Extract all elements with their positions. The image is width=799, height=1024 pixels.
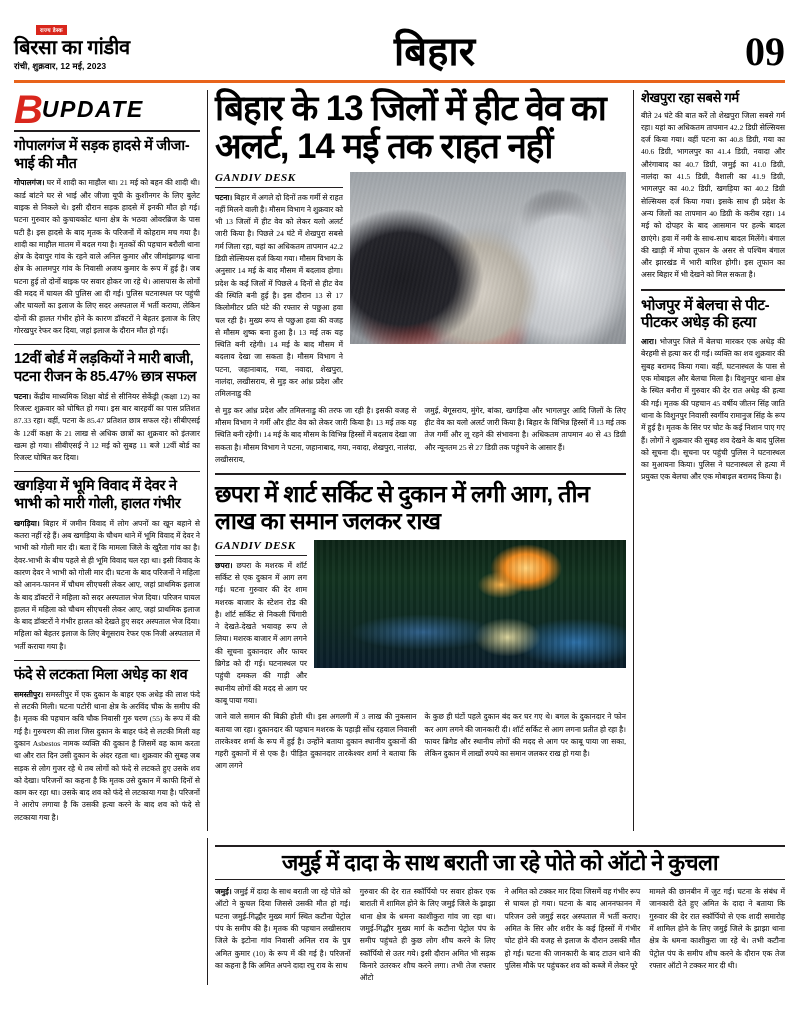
second-story [215, 473, 626, 773]
article-body [14, 518, 200, 653]
body-text: घर में शादी का माहौल था। 21 मई को बहन की शादी थी। कार्ड बांटने घर से भाई और जीजा यूपी के कुशीनगर के लिए बुलेट बाइक से निकले थे। इसी दौरान सड़क हादसे में इनकी मौत हो गई। घटना गुरुवार को कुचायकोट थाना क्षेत्र के भठवा ओवरब्रिज के पास घटी है। इस हादसे के बाद मृतक के परिजनों में कोहराम मच गया है। शादी का माहौल मातम में बदल गया है। मृतकों की पहचान बरौली थाना क्षेत्र के देवापुर गांव के रहने वाले अनिल कुमार और जीमांझागढ़ थाना क्षेत्र के आलमपुर गांव के निवासी अजय कुमार के रूप में हुई है। जब घटना हुई तो दोनों बाइक पर सवार होकर जा रहे थे। आसपास के लोगों की मदद में घायल की पुलिस आ दी गई। पुलिस घटनास्थल पर पहुंची और घायलों का इलाज के लिए सदर अस्पताल में भर्ती कराया, लेकिन दोनों की हालत गंभीर होने के कारण डॉक्टरों ने बेहतर इलाज के लिए गोरखपुर रेफर कर दिया, जहां इलाज के दौरान मौत हो गई। [14, 178, 200, 335]
page-number: 09 [745, 29, 785, 74]
article-headline: शेखपुरा रहा सबसे गर्म [641, 90, 739, 105]
lead-text-column [215, 172, 343, 401]
body-text: बिहार में जमीन विवाद में लोग अपनों का खून बहाने से कतरा नहीं रहे हैं। अब खगड़िया के चौथम थाने में भूमि विवाद में देवर ने भाभी को गोली मार दी। बता दें कि मामला जिले के खुरैता गांव का है। देवर-भाभी के बीच पहले से ही भूमि विवाद चल रहा था। इसी विवाद के कारण देवर ने भाभी को गोली मार दी। घटना के बाद परिजनों ने महिला को आनन-फानन में चौथम सीएचसी लेकर आए, जहां प्राथमिक इलाज के बाद डॉक्टरों ने महिला को सदर अस्पताल भेज दिया। परिजन घायल हालत में महिला को चौथम सीएचसी लेकर आए, जहां प्राथमिक इलाज के बाद डॉक्टरों ने गंभीर हालत को देखते हुए सदर अस्पताल भेज दिया। महिला को बेहतर इलाज के लिए बेगूसराय रेफर एक निजी अस्पताल में भर्ती कराया गया है। [14, 518, 200, 651]
left-column [14, 87, 207, 831]
banner-col-4: मामले की छानबीन में जुट गई। घटना के संबंध में जानकारी देते हुए अमित के दादा ने बताया कि गुरुवार की देर रात स्कॉर्पियो से एक शादी समारोह में शामिल होने के लिए जमुई जिले के झाझा थाना क्षेत्र के धमना काशीकुरा जा रहे थे। तभी कटौना पेट्रोल पंप के समीप शौच करने के दौरान एक तेज रफ्तार ऑटो ने टक्कर मार दी थी। [649, 887, 785, 970]
article-cbse-result [14, 344, 200, 464]
masthead [14, 10, 785, 74]
article-body [14, 391, 200, 465]
article-body [14, 177, 200, 337]
body-text: बिहार में अगले दो दिनों तक गर्मी से राहत नहीं मिलने वाली है। मौसम विभाग ने शुक्रवार को भी 13 जिलों में हीट वेव को लेकर यलो अलर्ट जारी किया है। पिछले 24 घंटे में शेखपुरा सबसे गर्म जिला रहा, यहां का अधिकतम तापमान 42.2 डिग्री सेल्सियस दर्ज किया गया। मौसम विभाग के अनुसार 14 मई के बाद मौसम में बदलाव होगा। प्रदेश के कई जिलों में पिछले 4 दिनों से हीट वेव की स्थिति बनी हुई है। इस दौरान 13 से 17 किलोमीटर प्रति घंटे की रफ्तार से पछुआ हवा चल रही है। मुख्य रूप से पछुआ हवा की वजह से मौसम शुष्क बना हुआ है। 13 मई तक यह स्थिति बनी रहेगी। 14 मई के बाद मौसम में बदलाव देखा जा सकता है। मौसम विभाग ने पटना, जहानाबाद, गया, नवादा, शेखपुरा, नालंदा, लखीसराय, से मुड़ कर आंध्र प्रदेश और तमिलनाडु की [215, 192, 343, 399]
lead-headline: बिहार के 13 जिलों में हीट वेव का अलर्ट, 14 मई तक राहत नहीं [215, 89, 606, 166]
second-text-column [215, 540, 307, 708]
page-title: बिहार [393, 29, 476, 74]
dateline: जमुई। [215, 887, 232, 897]
center-column [207, 90, 633, 831]
body-text: भोजपुर जिले में बेलचा मारकर एक अधेड़ की बेरहमी से हत्या कर दी गई। व्यक्ति का शव शुक्रवार की सुबह बरामद किया गया। वहीं, घटनास्थल के पास से एक मोबाइल और बेलचा मिला है। विशुनपुर थाना क्षेत्र के स्थित बनौरा में गुरुवार की देर रात अधेड़ की हत्या की गई। मृतक की पहचान 45 वर्षीय जीतन सिंह जाति थाना के विशुनपुर निवासी स्वर्गीय रामानुज सिंह के रूप में हुई है। मृतक के सिर पर चोट के कई निशान पाए गए हैं। लोगों ने शुक्रवार की सुबह शव देखने के बाद पुलिस को सूचना दी। सूचना पर पहुंची पुलिस ने घटनास्थल का मुआयना किया। पुलिस ने घटनास्थल से हत्या में प्रयुक्त एक बेलचा और एक मोबाइल बरामद किया है। [641, 337, 785, 482]
dateline: आरा। [641, 337, 657, 347]
second-headline: छपरा में शार्ट सर्किट से दुकान में लगी आग, तीन लाख का समान जलकर राख [215, 481, 590, 534]
dateline: छपरा। [215, 560, 233, 570]
lead-continuation-left: से मुड़ कर आंध्र प्रदेश और तमिलनाडु की तरफ जा रही है। इसकी वजह से मौसम विभाग ने गर्मी और हीट वेव को लेकर जारी किया है। 13 मई तक यह स्थिति बनी रहेगी। 14 मई के बाद मौसम के विभिन्न हिस्सों में बदलाव देखा जा सकता है। मौसम विभाग ने पटना, जहानाबाद, गया, नवादा, शेखपुरा, नालंदा, लखीसराय, [215, 405, 417, 464]
second-continuation [215, 711, 626, 772]
body-text: जमुई में दादा के साथ बराती जा रहे पोते को ऑटो ने कुचल दिया जिससे उसकी मौत हो गई। घटना जमुई-गिद्धौर मुख्य मार्ग स्थित कटौना पेट्रोल पंप के समीप की है। मृतक की पहचान लखीसराय जिले के इटोना गांव निवासी अनिल राव के पुत्र अमित कुमार (10) के रूप में की गई है। परिजनों का कहना है कि अमित अपने दादा रघु राव के साथ [215, 887, 351, 970]
lead-continuation [215, 405, 626, 466]
banner-headline: जमुई में दादा के साथ बराती जा रहे पोते को ऑटो ने कुचला [282, 849, 718, 875]
b-update-logo [14, 87, 200, 132]
body-text: छपरा के मशरक में शॉर्ट सर्किट से एक दुकान में आग लग गई। घटना गुरुवार की देर शाम मशरक बाजार के स्टेशन रोड की है। शॉर्ट सर्किट से निकली चिंगारी ने देखते-देखते भयावह रूप ले लिया। मशरक बाजार में आग लगने की सूचना दुकानदार और फायर ब्रिगेड को दी गई। घटनास्थल पर पहुंची दमकल की गाड़ी और स्थानीय लोगों की मदद से आग पर काबू पाया गया। [215, 560, 307, 705]
article-headline: भोजपुर में बेलचा से पीट-पीटकर अधेड़ की हत्या [641, 296, 770, 332]
fire-photo-container [314, 540, 626, 708]
second-continuation-1: जाने वाले समान की बिक्री होती थी। इस अगलगी में 3 लाख की नुकसान बताया जा रहा। दुकानदार की पहचान मशरक के पहाड़ी सोंध रहवाल निवासी तारकेश्वर शर्मा के रूप में हुई है। उन्होंने बताया दुकान स्थानीय दुकानों की गहरी दुकानों में से एक है। पीड़ित दुकानदार तारकेश्वर शर्मा ने बताया कि आग लगने [215, 712, 417, 771]
banner-col-2: गुरुवार की देर रात स्कॉर्पियो पर सवार होकर एक बाराती में शामिल होने के लिए जमुई जिले के झाझा थाना क्षेत्र के धमना काशीकुरा गांव जा रहा था। जमुई-गिद्धौर मुख्य मार्ग के कटौना पेट्रोल पंप के समीप पहुंचते ही कुछ लोग शौच करने के लिए स्कॉर्पियो से उतर गये। इसी दौरान अमित भी सड़क किनारे उतरकर शौच करने लगा। तभी तेज रफ्तार ऑटो [359, 887, 496, 983]
article-gopalganj [14, 138, 200, 337]
second-byline: GANDIV DESK [215, 540, 307, 556]
article-headline: गोपालगंज में सड़क हादसे में जीजा-भाई की मौत [14, 138, 190, 172]
main-content-grid [14, 87, 785, 831]
banner-head-wrap [215, 845, 785, 880]
article-bhojpur [641, 289, 785, 484]
banner-story [207, 838, 785, 985]
lead-body [215, 192, 343, 401]
second-body [215, 560, 307, 708]
bottom-grid [14, 838, 785, 985]
banner-col-1 [215, 886, 351, 972]
article-headline: फंदे से लटकता मिला अधेड़ का शव [14, 667, 188, 684]
article-body: बीते 24 घंटे की बात करें तो शेखपुरा जिला सबसे गर्म रहा। यहां का अधिकतम तापमान 42.2 डिग्री सेल्सियस दर्ज किया गया। वहीं पटना का 40.8 डिग्री, गया का 40.6 डिग्री, भागलपुर का 41.4 डिग्री, नवादा और औरंगाबाद का 40.7 डिग्री, जमुई का 41.0 डिग्री, नालंदा का 41.5 डिग्री, वैशाली का 41.9 डिग्री, भागलपुर का 40.2 डिग्री, खगड़िया का 40.2 डिग्री सेल्सियस दर्ज किया गया। इसके साथ ही प्रदेश के अन्य जिलों का तापमान 40 डिग्री के करीब रहा। 14 मई को दोपहर के बाद आसमान पर हल्के बादल छाएंगे। हवा में नमी के साथ-साथ बादल मिलेंगे। बंगाल की खाड़ी में मोचा तूफान के असर से पश्चिम बंगाल और झारखंड में भारी बारिश होगी। इस तूफान का असर बिहार में भी देखने को मिल सकता है। [641, 110, 785, 280]
article-headline: 12वीं बोर्ड में लड़कियों ने मारी बाजी, पटना रीजन के 85.47% छात्र सफल [14, 351, 197, 385]
body-text: केंद्रीय माध्यमिक शिक्षा बोर्ड से सीनियर सेकेंड्री (कक्षा 12) का रिजल्ट शुक्रवार को घोषित हो गया। इस बार बारहवीं का पास प्रतिशत 87.33 रहा। वहीं, पटना के 85.47 प्रतिशत छात्र सफल रहे। सीबीएसई के 12वीं कक्षा के 21 लाख से अधिक छात्रों का शुक्रवार को इंतजार खत्म हो गया। सीबीएसई ने 12 मई को सुबह 11 बजे 12वीं बोर्ड का रिजल्ट घोषित कर दिया। [14, 391, 200, 463]
masthead-rule [14, 80, 785, 83]
banner-col-3: ने अमित को टक्कर मार दिया जिसमें वह गंभीर रूप से घायल हो गया। घटना के बाद आननफानन में परिजन उसे जमुई सदर अस्पताल में भर्ती कराए। अमित के सिर और शरीर के कई हिस्सों में गंभीर चोट होने की वजह से इलाज के दौरान उसकी मौत हो गई। घटना की जानकारी के बाद टाउन थाने की पुलिस मौके पर पहुंचकर शव को कब्जे में लेकर पूरे [504, 887, 641, 970]
article-headline: खगड़िया में भूमि विवाद में देवर ने भाभी को मारी गोली, हालत गंभीर [14, 478, 181, 513]
article-body [14, 689, 200, 824]
lead-byline: GANDIV DESK [215, 172, 343, 188]
publication-name: बिरसा का गांडीव [14, 37, 130, 59]
b-update-letter: B [14, 87, 41, 132]
dateline: गोपालगंज। [14, 178, 45, 188]
right-column [633, 90, 785, 831]
publication-logo [14, 19, 194, 74]
article-khagaria [14, 471, 200, 653]
second-story-layout [215, 540, 626, 708]
dateline: पटना। [215, 192, 233, 202]
article-samastipur [14, 660, 200, 824]
bottom-left-spacer [14, 838, 207, 985]
dateline: खगड़िया। [14, 518, 40, 528]
logo-kicker: राज्य डेस्क [36, 25, 67, 35]
article-body [641, 336, 785, 484]
b-update-word: UPDATE [41, 96, 144, 122]
dateline: समस्तीपुर। [14, 689, 44, 699]
edition-date: रांची, शुक्रवार, 12 मई, 2023 [14, 61, 107, 71]
lead-photo-container [350, 172, 626, 401]
body-text: समस्तीपुर में एक दुकान के बाहर एक अधेड़ की लाश फंदे से लटकी मिली। घटना पटोरी थाना क्षेत्र के अरविंद चौक के समीप की है। मृतक की पहचान कवि चौक निवासी गुरु चरण (55) के रूप में की गई है। गुरुचरण की लाश जिस दुकान के बाहर फंदे से लटकी मिली वह दुकान Asbestos नामक व्यक्ति की दुकान है जिसमें वह काम करता था और रात दिन उसी दुकान के अंदर रहता था। शुक्रवार की सुबह जब सड़क से लोग गुजर रहे थे तब लोगों को फंदे से लटकते हुए उसके शव को देखा। परिजनों का कहना है कि मृतक उसे दुकान में काफी दिनों से काम कर रहा था। उसके बाद शव को फंदे से लटकाया गया है। परिजनों ने आरोप लगाया है कि उसकी हत्या करने के बाद शव को फंदे से लटकाया गया है। [14, 689, 201, 822]
second-continuation-2: के कुछ ही घंटों पहले दुकान बंद कर घर गए थे। बगल के दुकानदार ने फोन कर आग लगने की जानकारी दी। शॉर्ट सर्किट से आग लगना प्रतीत हो रहा है। फायर ब्रिगेड और स्थानीय लोगों की मदद से आग पर काबू पाया जा सका, लेकिन दुकान में लाखों रुपये का समान जलकर राख हो गया है। [424, 712, 626, 759]
lead-continuation-right: जमुई, बेगूसराय, मुंगेर, बांका, खगड़िया और भागलपुर आदि जिलों के लिए हीट वेव का यलो अलर्ट जारी किया है। बिहार के विभिन्न हिस्सों में 13 मई तक तेज गर्मी और लू रहने की संभावना है। अधिकतम तापमान 40 से 43 डिग्री और न्यूनतम 25 से 27 डिग्री तक पहुंचने के आसार हैं। [424, 405, 626, 452]
fire-photo [314, 540, 626, 668]
lead-story-layout [215, 172, 626, 401]
dateline: पटना। [14, 391, 32, 401]
banner-columns [215, 886, 785, 984]
article-sheikhpura [641, 90, 785, 282]
heatwave-photo [350, 172, 626, 344]
